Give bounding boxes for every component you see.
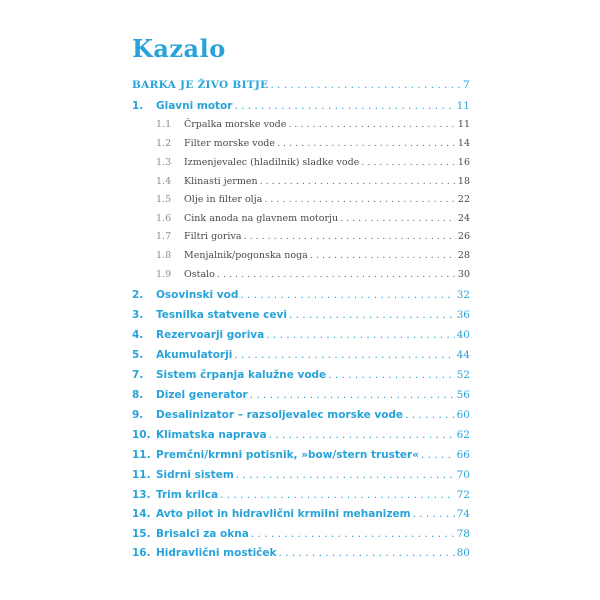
leader-dots	[413, 507, 455, 521]
section-number: 13.	[132, 489, 151, 501]
toc-entry-label: Brisalci za okna	[156, 528, 249, 540]
leader-dots	[234, 99, 454, 113]
toc-page-number: 70	[456, 469, 470, 481]
toc-entry-section[interactable]	[132, 348, 470, 362]
leader-dots	[361, 156, 456, 170]
section-number: 3.	[132, 309, 144, 321]
leader-dots	[250, 388, 455, 402]
toc-entry-label: Osovinski vod	[156, 289, 239, 301]
toc-entry-subsection[interactable]	[132, 249, 470, 263]
toc-entry-subsection[interactable]	[132, 156, 470, 170]
toc-entry-subsection[interactable]	[132, 175, 470, 189]
toc-page-number: 14	[457, 138, 470, 149]
toc-entry-intro[interactable]	[132, 78, 470, 92]
section-number: 11.	[132, 469, 151, 481]
toc-entry-section[interactable]	[132, 308, 470, 322]
section-number: 8.	[132, 389, 144, 401]
page-title: Kazalo	[132, 34, 226, 63]
toc-entry-label: Črpalka morske vode	[184, 119, 287, 130]
section-number: 14.	[132, 508, 151, 520]
section-number: 16.	[132, 547, 151, 559]
toc-entry-subsection[interactable]	[132, 137, 470, 151]
toc-page-number: 62	[456, 429, 470, 441]
toc-entry-label: Premčni/krmni potisnik, »bow/stern truster«	[156, 449, 419, 461]
subsection-number: 1.8	[156, 250, 172, 261]
subsection-number: 1.4	[156, 176, 172, 187]
leader-dots	[234, 348, 454, 362]
toc-entry-label: Rezervoarji goriva	[156, 329, 265, 341]
leader-dots	[310, 249, 456, 263]
toc-entry-label: Ostalo	[184, 269, 215, 280]
toc-page-number: 60	[456, 409, 470, 421]
toc-page-number: 52	[456, 369, 470, 381]
toc-entry-section[interactable]	[132, 368, 470, 382]
toc-entry-section[interactable]	[132, 507, 470, 521]
toc-entry-label: Akumulatorji	[156, 349, 233, 361]
subsection-number: 1.6	[156, 213, 172, 224]
toc-entry-label: Klinasti jermen	[184, 176, 258, 187]
leader-dots	[405, 408, 455, 422]
toc-page-number: 72	[456, 489, 470, 501]
toc-page-number: 80	[456, 547, 470, 559]
toc-page-number: 78	[456, 528, 470, 540]
toc-page-number: 56	[456, 389, 470, 401]
toc-page-number: 66	[456, 449, 470, 461]
toc-entry-label: Filter morske vode	[184, 138, 276, 149]
toc-entry-label: Tesnilka statvene cevi	[156, 309, 287, 321]
toc-entry-label: Izmenjevalec (hladilnik) sladke vode	[184, 157, 360, 168]
toc-page-number: 11	[456, 100, 470, 112]
leader-dots	[264, 193, 456, 207]
toc-entry-subsection[interactable]	[132, 212, 470, 226]
leader-dots	[328, 368, 454, 382]
leader-dots	[244, 230, 456, 244]
section-number: 11.	[132, 449, 151, 461]
toc-entry-label: Filtri goriva	[184, 231, 242, 242]
toc-entry-label: Cink anoda na glavnem motorju	[184, 213, 339, 224]
toc-entry-label: Menjalnik/pogonska noga	[184, 250, 308, 261]
toc-entry-section[interactable]	[132, 288, 470, 302]
toc-entry-label: Klimatska naprava	[156, 429, 267, 441]
leader-dots	[289, 308, 455, 322]
toc-entry-section[interactable]	[132, 99, 470, 113]
toc-entry-section[interactable]	[132, 328, 470, 342]
toc-entry-section[interactable]	[132, 428, 470, 442]
leader-dots	[217, 268, 456, 282]
toc-page-number: 40	[456, 329, 470, 341]
toc-page-number: 74	[456, 508, 470, 520]
leader-dots	[277, 137, 456, 151]
toc-entry-subsection[interactable]	[132, 193, 470, 207]
section-number: 5.	[132, 349, 144, 361]
leader-dots	[251, 527, 455, 541]
toc-entry-section[interactable]	[132, 448, 470, 462]
subsection-number: 1.3	[156, 157, 172, 168]
leader-dots	[220, 488, 455, 502]
toc-page-number: 30	[457, 269, 470, 280]
toc-entry-section[interactable]	[132, 388, 470, 402]
toc-page-number: 7	[463, 79, 470, 91]
toc-entry-label: Olje in filter olja	[184, 194, 263, 205]
leader-dots	[421, 448, 455, 462]
toc-entry-section[interactable]	[132, 468, 470, 482]
toc-entry-section[interactable]	[132, 408, 470, 422]
toc-page-number: 22	[457, 194, 470, 205]
toc-entry-label: Trim krilca	[156, 489, 219, 501]
leader-dots	[340, 212, 456, 226]
toc-page-number: 26	[457, 231, 470, 242]
toc-entry-label: Glavni motor	[156, 100, 233, 112]
toc-entry-subsection[interactable]	[132, 268, 470, 282]
toc-entry-label: Sidrni sistem	[156, 469, 234, 481]
toc-entry-section[interactable]	[132, 546, 470, 560]
subsection-number: 1.5	[156, 194, 172, 205]
subsection-number: 1.2	[156, 138, 172, 149]
toc-entry-label: Avto pilot in hidravlični krmilni mehanizem	[156, 508, 411, 520]
toc-page-number: 24	[457, 213, 470, 224]
section-number: 4.	[132, 329, 144, 341]
section-number: 9.	[132, 409, 144, 421]
subsection-number: 1.9	[156, 269, 172, 280]
toc-entry-section[interactable]	[132, 488, 470, 502]
toc-entry-subsection[interactable]	[132, 118, 470, 132]
toc-entry-label: BARKA JE ŽIVO BITJE	[132, 79, 269, 91]
section-number: 7.	[132, 369, 144, 381]
toc-entry-section[interactable]	[132, 527, 470, 541]
section-number: 10.	[132, 429, 151, 441]
leader-dots	[279, 546, 455, 560]
leader-dots	[271, 78, 462, 92]
leader-dots	[240, 288, 454, 302]
toc-entry-label: Desalinizator – razsoljevalec morske vode	[156, 409, 404, 421]
section-number: 15.	[132, 528, 151, 540]
leader-dots	[288, 118, 456, 132]
subsection-number: 1.7	[156, 231, 172, 242]
section-number: 1.	[132, 100, 144, 112]
leader-dots	[266, 328, 454, 342]
toc-entry-label: Hidravlični mostiček	[156, 547, 277, 559]
toc-page-number: 16	[457, 157, 470, 168]
leader-dots	[260, 175, 456, 189]
toc-page-number: 36	[456, 309, 470, 321]
leader-dots	[269, 428, 455, 442]
toc-page-number: 28	[457, 250, 470, 261]
toc-page-number: 32	[456, 289, 470, 301]
leader-dots	[236, 468, 455, 482]
toc-page-number: 11	[457, 119, 470, 130]
toc-page-number: 44	[456, 349, 470, 361]
toc-entry-label: Dizel generator	[156, 389, 248, 401]
toc-page-number: 18	[457, 176, 470, 187]
subsection-number: 1.1	[156, 119, 172, 130]
toc-entry-subsection[interactable]	[132, 230, 470, 244]
section-number: 2.	[132, 289, 144, 301]
toc-entry-label: Sistem črpanja kalužne vode	[156, 369, 327, 381]
